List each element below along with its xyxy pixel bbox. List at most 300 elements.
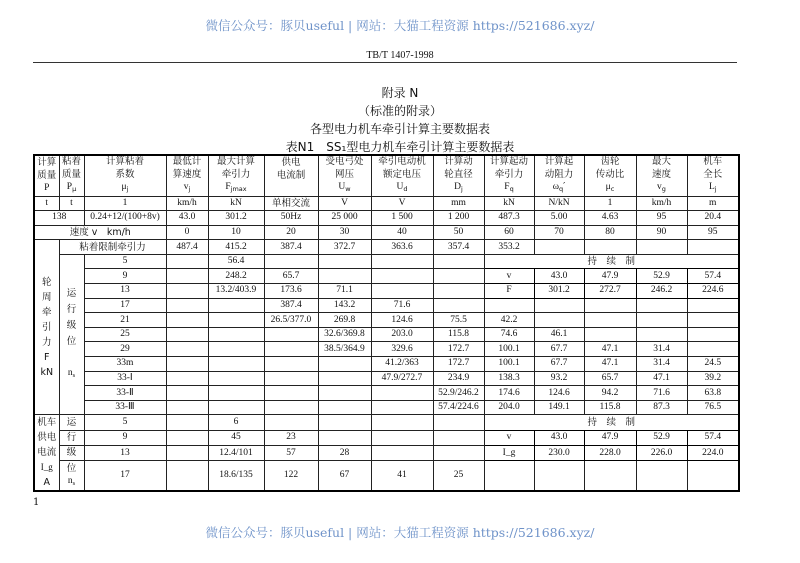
group-label-line: kN <box>40 366 54 378</box>
level-label-line <box>60 302 84 318</box>
data-cell <box>166 386 208 401</box>
column-header <box>59 155 84 196</box>
symbol-subscript: d <box>403 185 408 193</box>
data-cell <box>687 327 739 342</box>
header-line: 轮直径 <box>444 168 473 180</box>
data-cell <box>166 254 208 269</box>
data-cell: 25 <box>433 461 484 492</box>
data-cell <box>166 284 208 299</box>
current-row <box>34 461 739 492</box>
unit-cell: N/kN <box>534 196 584 211</box>
header-line: 最大 <box>651 156 671 167</box>
data-cell: 56.4 <box>208 254 264 269</box>
header-symbol <box>688 181 739 196</box>
data-cell <box>433 254 484 269</box>
page-number: 1 <box>33 497 40 508</box>
value-cell: 95 <box>636 211 687 226</box>
level-label <box>59 415 84 430</box>
data-cell: 248.2 <box>208 269 264 284</box>
data-cell: 65.7 <box>264 269 318 284</box>
level-label-text: 位 <box>66 463 77 474</box>
group-label-line <box>35 415 59 430</box>
level-label-text: 运 <box>66 417 77 428</box>
value-cell: 4.63 <box>584 211 636 226</box>
data-cell <box>636 461 687 492</box>
symbol-main: F <box>225 182 231 192</box>
level-cell: 21 <box>84 313 166 328</box>
column-header <box>584 155 636 196</box>
speed-cell: 90 <box>636 225 687 240</box>
symbol-subscript: j <box>714 185 717 193</box>
data-cell: 45 <box>208 430 264 445</box>
level-label <box>59 254 84 415</box>
data-cell: 87.3 <box>636 400 687 415</box>
continuous-value: 57.4 <box>687 430 739 445</box>
symbol-main: μ <box>605 182 611 192</box>
data-cell: 63.8 <box>687 386 739 401</box>
speed-cell: 95 <box>687 225 739 240</box>
data-cell <box>687 298 739 313</box>
traction-group-label <box>34 240 59 415</box>
header-line: 电流制 <box>276 169 306 181</box>
data-cell <box>208 357 264 372</box>
header-line: 计算 <box>37 157 57 168</box>
data-cell <box>166 461 208 492</box>
data-cell: 31.4 <box>636 357 687 372</box>
data-cell <box>534 461 584 492</box>
column-header <box>484 155 534 196</box>
header-line: 最大计算 <box>216 156 255 167</box>
data-cell <box>584 313 636 328</box>
units-row <box>34 196 739 211</box>
speed-cell: 30 <box>318 225 371 240</box>
header-symbol <box>35 182 59 195</box>
speed-row <box>34 225 739 240</box>
data-cell <box>166 327 208 342</box>
level-label <box>59 446 84 461</box>
data-cell <box>208 400 264 415</box>
column-header <box>371 155 433 196</box>
data-cell: 57.4/224.6 <box>433 400 484 415</box>
header-symbol <box>372 181 433 196</box>
level-label-text: 行 <box>66 305 77 316</box>
data-cell <box>484 461 534 492</box>
data-cell: 71.6 <box>636 386 687 401</box>
data-cell: 47.1 <box>584 357 636 372</box>
data-cell <box>433 446 484 461</box>
header-symbol <box>319 181 371 196</box>
symbol-subscript: c <box>610 185 615 193</box>
data-cell: 47.9/272.7 <box>371 371 433 386</box>
level-cell: 33-Ⅰ <box>84 371 166 386</box>
data-cell <box>166 400 208 415</box>
level-label-line <box>60 475 84 489</box>
symbol-main: L <box>708 182 715 192</box>
data-cell: 52.9/246.2 <box>433 386 484 401</box>
continuous-value: 43.0 <box>534 269 584 284</box>
symbol-main: P <box>66 182 73 192</box>
data-cell <box>534 313 584 328</box>
data-cell: 329.6 <box>371 342 433 357</box>
header-symbol <box>265 182 318 195</box>
symbol-main: F <box>504 182 510 192</box>
header-line: 受电弓处 <box>325 156 364 167</box>
level-cell: 17 <box>84 298 166 313</box>
speed-cell: 70 <box>534 225 584 240</box>
data-cell <box>687 313 739 328</box>
level-label-text: 位 <box>66 337 77 348</box>
data-cell <box>208 298 264 313</box>
data-cell: 387.4 <box>264 298 318 313</box>
header-line: 速度 <box>651 168 671 180</box>
data-cell: 174.6 <box>484 386 534 401</box>
column-header <box>433 155 484 196</box>
current-group-label <box>34 415 59 492</box>
continuous-value: 230.0 <box>534 446 584 461</box>
data-cell <box>636 313 687 328</box>
values-row <box>34 211 739 226</box>
column-header <box>636 155 687 196</box>
traction-row <box>34 371 739 386</box>
symbol-main: U <box>338 182 346 192</box>
continuous-symbol: F <box>484 284 534 299</box>
speed-cell: 20 <box>264 225 318 240</box>
unit-cell: V <box>318 196 371 211</box>
data-cell: 32.6/369.8 <box>318 327 371 342</box>
data-cell: 149.1 <box>534 400 584 415</box>
data-cell <box>264 415 318 430</box>
speed-cell: 50 <box>433 225 484 240</box>
symbol-subscript: j <box>188 185 191 193</box>
symbol-main: D <box>454 182 462 192</box>
data-cell: 57 <box>264 446 318 461</box>
speed-cell: 60 <box>484 225 534 240</box>
level-label-line <box>60 334 84 350</box>
continuous-value: 246.2 <box>636 284 687 299</box>
level-label-text: 级 <box>66 321 77 332</box>
header-line: 牵引力 <box>494 168 524 180</box>
standard-number: TB/T 1407-1998 <box>366 50 434 61</box>
data-cell <box>264 400 318 415</box>
data-cell <box>166 298 208 313</box>
header-symbol <box>535 181 584 196</box>
header-line: 算速度 <box>172 168 202 180</box>
data-cell: 124.6 <box>534 386 584 401</box>
header-line: 机车 <box>703 156 723 167</box>
level-label-text-subscript: s <box>72 372 76 380</box>
locomotive-data-table <box>33 154 740 492</box>
data-cell <box>208 313 264 328</box>
data-cell: 143.2 <box>318 298 371 313</box>
data-cell: 100.1 <box>484 357 534 372</box>
current-row <box>34 415 739 430</box>
speed-cell: 0 <box>166 225 208 240</box>
data-cell <box>687 461 739 492</box>
watermark-top: 微信公众号：豚贝useful | 网站：大猫工程资源 https://521686.xyz/ <box>205 18 595 33</box>
group-label-text: 供电 <box>37 432 57 444</box>
data-cell <box>208 371 264 386</box>
data-cell <box>371 446 433 461</box>
level-label-text: $n_s$ <box>67 368 76 380</box>
header-line: 计算起动 <box>489 156 528 167</box>
continuous-value: 47.9 <box>584 269 636 284</box>
level-label-text: $n_s$ <box>67 475 76 487</box>
header-line: 全长 <box>703 168 723 180</box>
speed-cell: 80 <box>584 225 636 240</box>
data-cell <box>264 254 318 269</box>
continuous-rating-title: 持 续 制 <box>484 415 739 430</box>
symbol-main: v <box>183 182 189 192</box>
data-cell: 38.5/364.9 <box>318 342 371 357</box>
adhesion-row <box>34 240 739 255</box>
continuous-value: 226.0 <box>636 446 687 461</box>
data-cell: 65.7 <box>584 371 636 386</box>
symbol-subscript: q <box>509 185 514 193</box>
adhesion-cell: 415.2 <box>208 240 264 255</box>
data-cell: 74.6 <box>484 327 534 342</box>
adhesion-cell: 372.7 <box>318 240 371 255</box>
data-cell <box>371 254 433 269</box>
data-cell <box>371 430 433 445</box>
continuous-value: 224.0 <box>687 446 739 461</box>
data-cell: 47.1 <box>636 371 687 386</box>
level-label-line <box>60 365 84 383</box>
traction-row <box>34 400 739 415</box>
data-cell <box>166 371 208 386</box>
data-cell <box>584 298 636 313</box>
level-cell: 5 <box>84 415 166 430</box>
unit-cell: t <box>34 196 59 211</box>
current-row <box>34 446 739 461</box>
unit-cell: 1 <box>584 196 636 211</box>
continuous-rating-title: 持 续 制 <box>484 254 739 269</box>
data-cell: 76.5 <box>687 400 739 415</box>
data-cell: 24.5 <box>687 357 739 372</box>
data-cell: 39.2 <box>687 371 739 386</box>
symbol-main: μ <box>121 182 127 192</box>
header-symbol <box>434 181 484 196</box>
symbol-subscript: j <box>461 185 463 193</box>
data-cell <box>484 298 534 313</box>
data-cell <box>433 430 484 445</box>
speed-cell: 40 <box>371 225 433 240</box>
group-label-line: 力 <box>41 336 52 348</box>
data-cell <box>208 342 264 357</box>
data-cell: 172.7 <box>433 342 484 357</box>
symbol-subscript: q <box>558 185 564 193</box>
traction-row <box>34 254 739 269</box>
data-cell <box>166 269 208 284</box>
header-line: 额定电压 <box>382 168 421 180</box>
header-row <box>34 155 739 196</box>
data-cell <box>166 446 208 461</box>
header-symbol <box>209 181 264 196</box>
column-header <box>34 155 59 196</box>
level-cell: 29 <box>84 342 166 357</box>
value-cell: 301.2 <box>208 211 264 226</box>
unit-cell: 1 <box>84 196 166 211</box>
unit-cell: km/h <box>166 196 208 211</box>
data-cell: 115.8 <box>433 327 484 342</box>
data-cell <box>687 342 739 357</box>
data-cell: 6 <box>208 415 264 430</box>
level-label <box>59 430 84 445</box>
data-cell <box>318 415 371 430</box>
symbol-main: v <box>657 182 662 192</box>
speed-label: 速度 v km/h <box>34 225 166 240</box>
data-cell <box>166 342 208 357</box>
group-label-line: 引 <box>41 321 52 333</box>
speed-cell: 10 <box>208 225 264 240</box>
adhesion-cell: 387.4 <box>264 240 318 255</box>
level-cell: 17 <box>84 461 166 492</box>
level-cell: 33-Ⅱ <box>84 386 166 401</box>
level-label-line <box>60 318 84 334</box>
data-cell <box>584 327 636 342</box>
data-cell <box>584 461 636 492</box>
value-cell: 43.0 <box>166 211 208 226</box>
data-cell: 47.1 <box>584 342 636 357</box>
value-cell: 50Hz <box>264 211 318 226</box>
data-cell: 173.6 <box>264 284 318 299</box>
data-cell <box>318 269 371 284</box>
data-cell <box>318 430 371 445</box>
level-label-line <box>60 463 84 475</box>
watermark-bottom: 微信公众号：豚贝useful | 网站：大猫工程资源 https://521686.xyz/ <box>205 525 595 540</box>
data-cell: 93.2 <box>534 371 584 386</box>
data-cell <box>371 415 433 430</box>
unit-cell: V <box>371 196 433 211</box>
value-cell: 1 200 <box>433 211 484 226</box>
symbol-subscript: w <box>345 185 351 193</box>
traction-row <box>34 342 739 357</box>
continuous-value: 52.9 <box>636 269 687 284</box>
data-cell <box>318 371 371 386</box>
data-cell: 31.4 <box>636 342 687 357</box>
continuous-value: 47.9 <box>584 430 636 445</box>
traction-row <box>34 298 739 313</box>
continuous-value: 228.0 <box>584 446 636 461</box>
level-label-text: 运 <box>66 289 77 300</box>
group-label-line <box>35 475 59 490</box>
data-cell <box>318 386 371 401</box>
level-cell: 9 <box>84 430 166 445</box>
header-line: 计算起 <box>544 156 574 167</box>
data-cell: 12.4/101 <box>208 446 264 461</box>
level-cell: 5 <box>84 254 166 269</box>
data-cell: 269.8 <box>318 313 371 328</box>
group-label-text: I_g <box>40 462 53 473</box>
data-cell <box>433 298 484 313</box>
data-cell: 94.2 <box>584 386 636 401</box>
group-label-line <box>35 460 59 475</box>
traction-row <box>34 313 739 328</box>
adhesion-cell <box>584 240 636 255</box>
header-line: 传动比 <box>595 168 625 180</box>
group-label-line: 周 <box>41 291 52 303</box>
data-cell <box>318 400 371 415</box>
data-cell <box>166 430 208 445</box>
level-label-text: 级 <box>66 448 77 459</box>
header-rule <box>33 62 737 63</box>
traction-row <box>34 357 739 372</box>
symbol-prime: ′ <box>563 181 566 192</box>
header-symbol <box>585 181 636 196</box>
unit-cell: km/h <box>636 196 687 211</box>
value-cell: 5.00 <box>534 211 584 226</box>
data-cell: 67.7 <box>534 342 584 357</box>
data-cell: 28 <box>318 446 371 461</box>
adhesion-cell <box>636 240 687 255</box>
data-cell <box>166 313 208 328</box>
symbol-subscript: j <box>126 185 129 193</box>
data-cell <box>208 386 264 401</box>
unit-cell: m <box>687 196 739 211</box>
data-cell: 100.1 <box>484 342 534 357</box>
level-cell: 33-Ⅲ <box>84 400 166 415</box>
data-cell: 67 <box>318 461 371 492</box>
data-cell: 71.1 <box>318 284 371 299</box>
data-cell <box>264 342 318 357</box>
current-row <box>34 430 739 445</box>
adhesion-cell: 357.4 <box>433 240 484 255</box>
data-cell <box>371 269 433 284</box>
level-cell: 9 <box>84 269 166 284</box>
column-header <box>264 155 318 196</box>
header-symbol <box>85 181 166 196</box>
header-line: 粘着 <box>61 156 81 167</box>
data-cell: 41.2/363 <box>371 357 433 372</box>
level-cell: 13 <box>84 284 166 299</box>
header-line: 最低计 <box>172 156 202 167</box>
data-cell: 75.5 <box>433 313 484 328</box>
adhesion-cell <box>687 240 739 255</box>
unit-cell: kN <box>484 196 534 211</box>
group-label-text: 机车 <box>37 417 57 429</box>
data-cell: 13.2/403.9 <box>208 284 264 299</box>
data-cell <box>264 327 318 342</box>
symbol-main: U <box>396 182 404 192</box>
level-cell: 33m <box>84 357 166 372</box>
level-cell: 13 <box>84 446 166 461</box>
adhesion-cell: 363.6 <box>371 240 433 255</box>
data-cell: 42.2 <box>484 313 534 328</box>
header-line: 质量 <box>37 169 57 181</box>
level-label-line <box>60 350 84 365</box>
continuous-symbol: v <box>484 430 534 445</box>
column-header <box>534 155 584 196</box>
symbol-subscript: jmax <box>230 185 247 193</box>
data-cell <box>371 284 433 299</box>
continuous-symbol: I_g <box>484 446 534 461</box>
level-label <box>59 461 84 492</box>
header-symbol <box>60 181 84 196</box>
header-line: 供电 <box>281 157 301 168</box>
group-label-line <box>35 430 59 445</box>
data-cell <box>433 269 484 284</box>
section-title: 各型电力机车牵引计算主要数据表 <box>309 122 490 136</box>
header-line: 牵引力 <box>221 168 251 180</box>
header-symbol <box>637 181 687 196</box>
appendix-title: 附录 N <box>381 86 419 100</box>
continuous-value: 52.9 <box>636 430 687 445</box>
data-cell: 26.5/377.0 <box>264 313 318 328</box>
header-symbol <box>167 181 208 196</box>
unit-cell: t <box>59 196 84 211</box>
data-cell <box>433 415 484 430</box>
symbol-subscript: g <box>661 185 666 193</box>
header-line: 动阻力 <box>544 168 574 180</box>
